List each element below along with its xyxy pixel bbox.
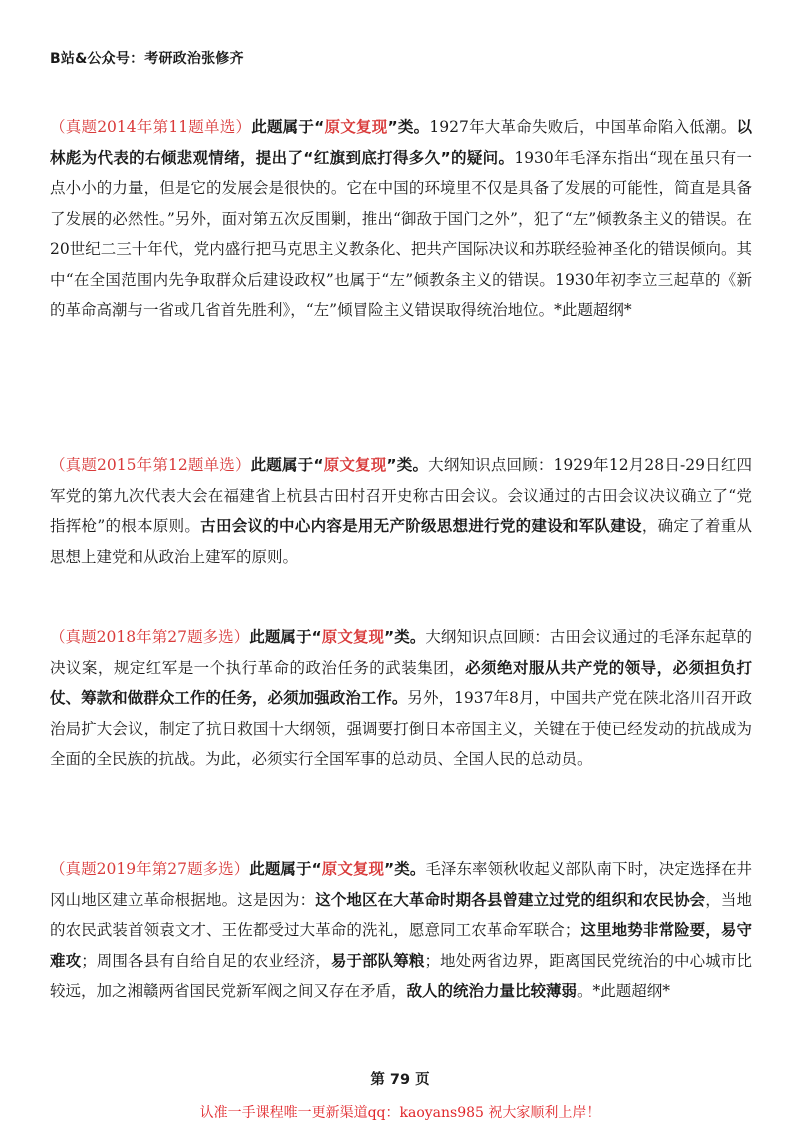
- text-segment-bold: 敌人的统治力量比较薄弱: [406, 982, 578, 1000]
- text-segment: 大纲知识点回顾：1929年12月28日-29日红四军党的第九次代表大会在福建省上杭县古田村召开史称古田会议。会议通过的古田会议决议确立了“党指挥枪”的根本原则。: [50, 456, 753, 535]
- category-label: 原文复现: [321, 628, 385, 646]
- category-intro-end: ”类。: [384, 628, 426, 646]
- text-segment: ，当地的农民武装首领袁文才、王佐都受过大革命的洗礼，愿意同工农革命军联合；: [50, 890, 752, 939]
- text-segment-bold: 易于部队筹粮: [330, 951, 425, 970]
- category-intro: 此题属于“: [250, 456, 324, 474]
- question-source: （真题2019年第27题多选）: [50, 860, 250, 878]
- text-segment: 毛泽东率领秋收起义部队南下时，决定选择在井冈山地区建立革命根据地。这是因为：: [50, 860, 753, 909]
- category-label: 原文复现: [323, 456, 387, 474]
- text-segment-bold: 古田会议的中心内容是用无产阶级思想进行党的建设和军队建设: [200, 517, 642, 535]
- text-segment: ；地处两省边界，距离国民党统治的中心城市比较远，加之湘赣两省国民党新军阀之间又存在矛盾，: [50, 951, 752, 1000]
- category-intro: 此题属于“: [249, 628, 322, 646]
- question-block-2018: [50, 622, 752, 775]
- text-segment: 1930年毛泽东指出“现在虽只有一点小小的力量，但是它的发展会是很快的。它在中国的环境里不仅是具备了发展的可能性，简直是具备了发展的必然性。”另外，面对第五次反围剿，推出“御敌于国门之外”，犯了“左”倾教条主义的错误。在20世纪二三十年代，党内盛行把马克思主义教条化、把共产国际决议和苏联经验神圣化的错误倾向。其中“在全国范围内先争取群众后建设政权”也属于“左”倾教条主义的错误。1930年初李立三起草的《新的革命高潮与一省或几省首先胜利》，“左”倾冒险主义错误取得统治地位。*此题超纲*: [50, 148, 752, 319]
- text-segment-bold: 必须绝对服从共产党的领导，必须担负打仗、筹款和做群众工作的任务，必须加强政治工作。: [50, 658, 752, 707]
- text-segment: ，确定了着重从思想上建党和从政治上建军的原则。: [50, 517, 752, 566]
- text-segment: ；周围各县有自给自足的农业经济，: [81, 951, 331, 970]
- category-intro: 此题属于“: [251, 118, 325, 136]
- text-segment: 。*此题超纲*: [577, 982, 671, 1000]
- question-source: （真题2014年第11题单选）: [50, 118, 252, 136]
- category-label: 原文复现: [321, 860, 385, 878]
- text-segment-bold: 这个地区在大革命时期各县曾建立过党的组织和农民协会: [315, 890, 706, 909]
- category-intro-end: ”类。: [387, 118, 430, 136]
- footer-notice: 认准一手课程唯一更新渠道qq：kaoyans985 祝大家顺利上岸！: [199, 1105, 601, 1121]
- text-segment: 大纲知识点回顾：古田会议通过的毛泽东起草的决议案，规定红军是一个执行革命的政治任务的武装集团，: [50, 628, 753, 677]
- text-segment: 另外，1937年8月，中国共产党在陕北洛川召开政治局扩大会议，制定了抗日救国十大纲领，强调要打倒日本帝国主义，关键在于使已经发动的抗战成为全面的全民族的抗战。为此，必须实行全国军事的总动员、全国人民的总动员。: [50, 689, 752, 768]
- question-source: （真题2015年第12题单选）: [50, 456, 251, 474]
- question-block-2015: [50, 450, 752, 572]
- page-header: B站&公众号：考研政治张修齐: [50, 51, 244, 67]
- question-source: （真题2018年第27题多选）: [50, 628, 250, 646]
- page-number: 第 79 页: [370, 1072, 430, 1088]
- text-segment-bold: 这里地势非常险要，易守难攻: [50, 921, 752, 970]
- question-block-2014: [50, 112, 752, 326]
- text-segment-bold: 以林彪为代表的右倾悲观情绪，提出了“红旗到底打得多久”的疑问。: [50, 118, 753, 167]
- text-segment: 1927年大革命失败后，中国革命陷入低潮。: [429, 118, 737, 136]
- category-intro-end: ”类。: [386, 456, 429, 474]
- category-intro: 此题属于“: [249, 860, 322, 878]
- category-label: 原文复现: [324, 118, 388, 136]
- question-block-2019: [50, 854, 752, 1007]
- category-intro-end: ”类。: [384, 860, 426, 878]
